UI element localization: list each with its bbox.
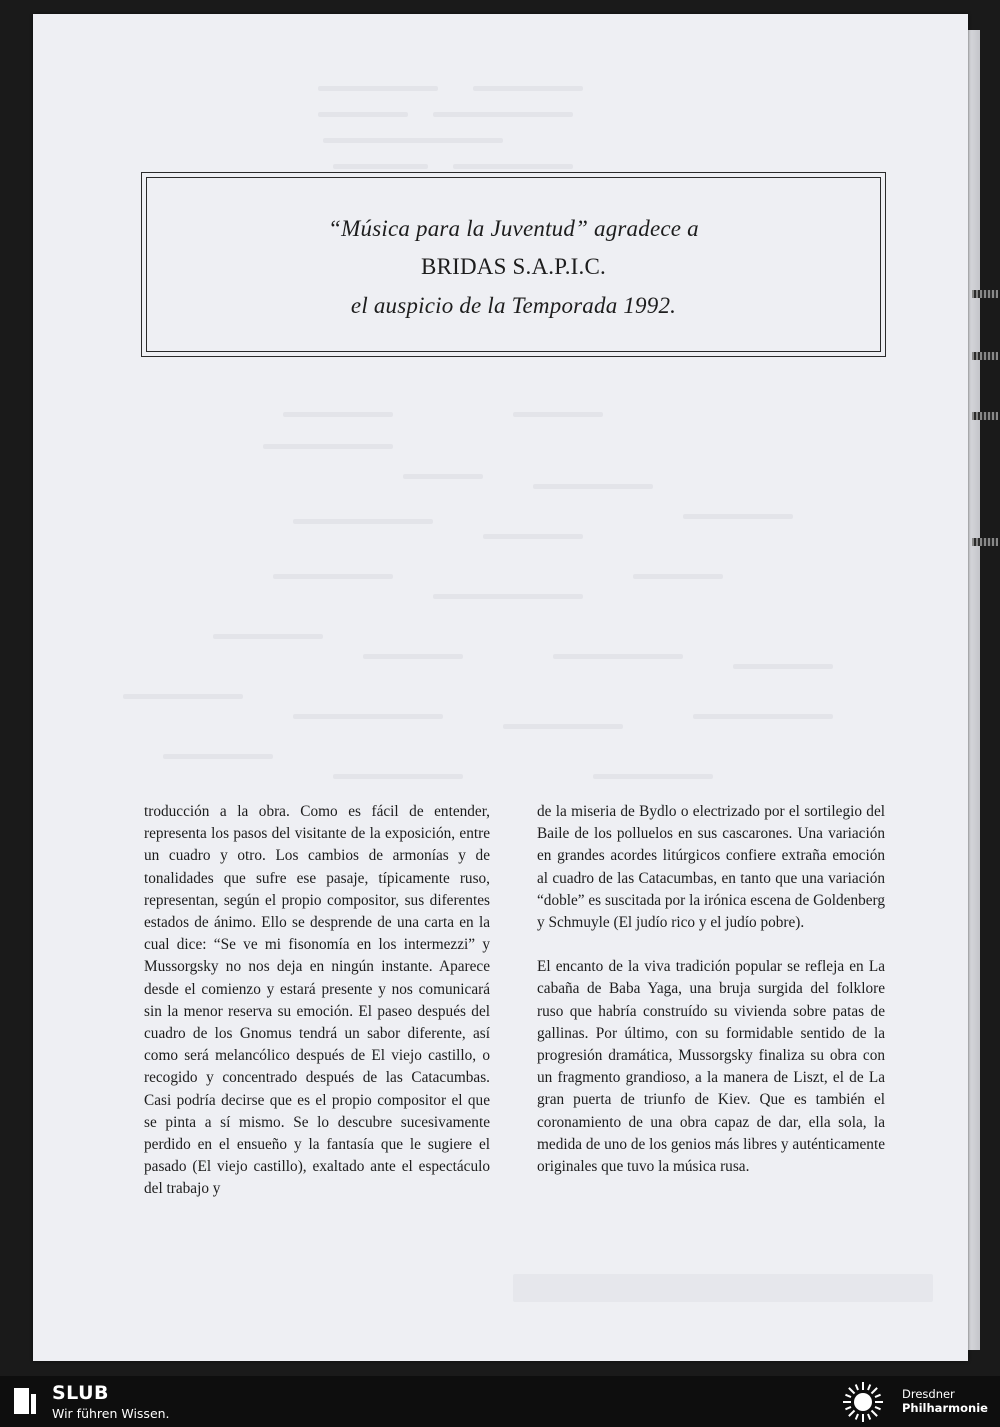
sponsor-notice-inner-frame: [146, 177, 881, 352]
notice-line-thanks: “Música para la Juventud” agradece a: [328, 216, 699, 241]
text-column-right: [537, 801, 885, 1178]
binding-mark: [972, 290, 998, 298]
slub-title: SLUB: [52, 1382, 110, 1404]
right-column-paragraph-1: de la miseria de Bydlo o electrizado por el sortilegio del Baile de los polluelos en sus cascarones. Una variación en grandes acordes litúrgicos confiere extraña emoción al cuadro de las Catacumbas, en tanto que una variación “doble” es suscitada por la irónica escena de Goldenberg y Schmuyle (El judío rico y el judío pobre).: [537, 803, 886, 932]
footer-bar: [0, 1376, 1000, 1427]
notice-line-season: el auspicio de la Temporada 1992.: [350, 293, 677, 318]
binding-mark: [972, 412, 998, 420]
sponsor-notice-box: [141, 172, 886, 357]
slub-subtitle: Wir führen Wissen.: [52, 1406, 170, 1421]
binding-mark: [972, 352, 998, 360]
partner-name-line2: Philharmonie: [902, 1401, 988, 1415]
sunburst-icon: [842, 1381, 884, 1423]
document-page: [33, 14, 968, 1361]
text-column-left: [144, 801, 490, 1201]
binding-mark: [972, 538, 998, 546]
right-column-paragraph-2: El encanto de la viva tradición popular se refleja en La cabaña de Baba Yaga, una bruja surgida del folklore ruso que habría construído su vivienda sobre patas de gallinas. Por último, con su formidable sentido de la progresión dramática, Mussorgsky finaliza su obra con un fragmento grandioso, a la manera de Liszt, el de La gran puerta de triunfo de Kiev. Que es también el coronamiento de una obra capaz de dar, ella sola, la medida de uno de los genios más libres y auténticamente originales que tuvo la música rusa.: [537, 958, 885, 1176]
partner-name-line1: Dresdner: [902, 1387, 955, 1401]
slub-book-icon: [12, 1385, 38, 1417]
page-edge: [968, 30, 980, 1350]
notice-line-sponsor: BRIDAS S.A.P.I.C.: [421, 254, 606, 279]
left-column-paragraph: troducción a la obra. Como es fácil de entender, representa los pasos del visitante de la exposición, entre un cuadro y otro. Los cambios de armonías y de tonalidades que sufre ese pasaje, típicamente ruso, representan, según el propio compositor, sus diferentes estados de ánimo. Ello se desprende de una carta en la cual dice: “Se ve mi fisonomía en los intermezzi” y Mussorgsky no nos deja en ningún instante. Aparece desde el comienzo y estará presente y nos comunicará sin la menor reserva su emoción. El paseo después del cuadro de los Gnomus tendrá un sabor diferente, así como será melancólico después de El viejo castillo, o recogido y concentrado después de las Catacumbas. Casi podría decirse que es el propio compositor el que se pinta a sí mismo. Se lo descubre sucesivamente perdido en el ensueño y la fantasía que le sugiere el pasado (El viejo castillo), exaltado ante el espectáculo del trabajo y: [144, 803, 490, 1198]
